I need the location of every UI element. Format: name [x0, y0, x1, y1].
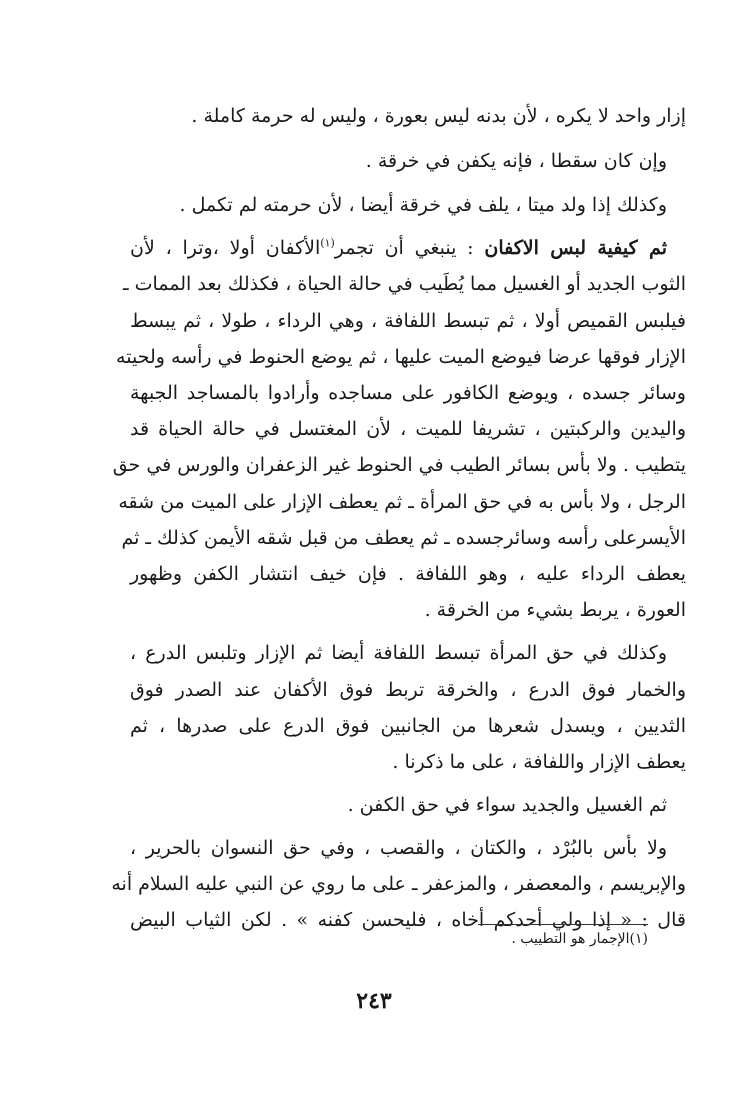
text-line: الرجل ، ولا بأس به في حق المرأة ـ ثم يعطف الإزار على الميت من شقه: [118, 491, 686, 513]
section-heading-line: [130, 233, 667, 263]
text-segment: الأكفان أولا ،وترا ، لأن: [130, 237, 321, 259]
text-line: قال : « إذا ولي أحدكم أخاه ، فليحسن كفنه » . لكن الثياب البيض: [130, 909, 686, 931]
text-line: ثم الغسيل والجديد سواء في حق الكفن .: [347, 794, 667, 816]
footnote-marker: (١): [320, 236, 335, 250]
text-line: يعطف الإزار واللفافة ، على ما ذكرنا .: [392, 751, 686, 773]
text-line: واليدين والركبتين ، تشريفا للميت ، لأن المغتسل في حالة الحياة قد: [130, 418, 686, 440]
footnote-divider: [478, 924, 648, 925]
text-line: وإن كان سقطا ، فإنه يكفن في خرقة .: [365, 150, 667, 172]
section-heading: ثم كيفية لبس الاكفان: [484, 237, 667, 259]
text-line: فيلبس القميص أولا ، ثم تبسط اللفافة ، وهي الرداء ، طولا ، ثم يبسط: [130, 310, 686, 332]
text-line: وسائر جسده ، ويوضع الكافور على مساجده وأرادوا بالمساجد الجبهة: [130, 382, 686, 404]
text-line: وكذلك في حق المرأة تبسط اللفافة أيضا ثم الإزار وتلبس الدرع ،: [130, 642, 667, 664]
text-line: إزار واحد لا يكره ، لأن بدنه ليس بعورة ، وليس له حرمة كاملة .: [191, 105, 686, 127]
main-text: [111, 0, 686, 931]
text-line: يعطف الرداء عليه ، وهو اللفافة . فإن خيف انتشار الكفن وظهور: [130, 563, 686, 585]
footnote: (١)الإجمار هو التطييب .: [511, 931, 648, 947]
text-line: الإزار فوقها عرضا فيوضع الميت عليها ، ثم يوضع الحنوط في رأسه ولحيته: [116, 346, 686, 368]
text-line: الثوب الجديد أو الغسيل مما يُطَيب في حالة الحياة ، فكذلك بعد الممات ـ: [123, 273, 686, 295]
text-line: والإبريسم ، والمعصفر ، والمزعفر ـ على ما روي عن النبي عليه السلام أنه: [111, 873, 686, 895]
text-line: العورة ، يربط بشيء من الخرقة .: [424, 599, 686, 621]
text-line: الثديين ، ويسدل شعرها من الجانبين فوق الدرع على صدرها ، ثم: [130, 715, 686, 737]
page-number: ٢٤٣: [356, 988, 392, 1014]
text-line: وكذلك إذا ولد ميتا ، يلف في خرقة أيضا ، لأن حرمته لم تكمل .: [179, 194, 667, 216]
text-line: الأيسرعلى رأسه وسائرجسده ـ ثم يعطف من قبل شقه الأيمن كذلك ـ ثم: [121, 527, 686, 549]
text-segment: : ينبغي أن تجمر: [334, 237, 485, 259]
text-line: والخمار فوق الدرع ، والخرقة تربط فوق الأكفان عند الصدر فوق: [130, 679, 686, 701]
text-line: يتطيب . ولا بأس بسائر الطيب في الحنوط غير الزعفران والورس في حق: [112, 454, 686, 476]
text-line: ولا بأس بالبُرْد ، والكتان ، والقصب ، وفي حق النسوان بالحرير ،: [130, 837, 667, 859]
